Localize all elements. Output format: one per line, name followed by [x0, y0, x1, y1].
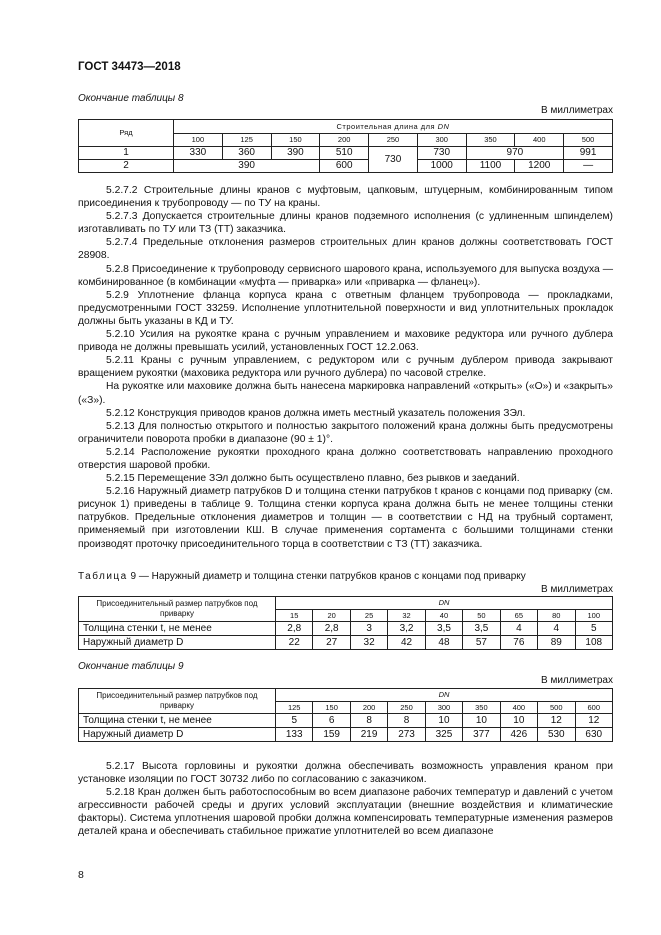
- paragraph: 5.2.8 Присоединение к трубопроводу сервисного шарового крана, используемого для выпуска воздуха — комбинированное (в комбинации «муфта — приварка» или «приварка — фланец»).: [78, 263, 613, 288]
- table-cell: 8: [350, 714, 387, 728]
- dn-cell: 150: [271, 134, 320, 147]
- table-cell: 3,2: [388, 622, 425, 636]
- table-row: [79, 147, 613, 160]
- table9-title-prefix: Таблица: [78, 571, 128, 582]
- table-cell: 530: [538, 728, 575, 742]
- table-cell: 5: [276, 714, 313, 728]
- head-label: Присоединительный размер патрубков под приварку: [79, 597, 276, 622]
- table-cell: 390: [174, 160, 320, 173]
- dn-group-header: DN: [276, 597, 613, 610]
- table-cell: 730: [369, 147, 418, 173]
- dn-cell: 25: [350, 610, 387, 622]
- table-cell: 5: [575, 622, 613, 636]
- table-cell: 42: [388, 636, 425, 650]
- table-row: [79, 160, 613, 173]
- table8-continuation: [78, 119, 613, 173]
- table9-title: [78, 571, 526, 582]
- table-row: [79, 622, 613, 636]
- table-cell: 48: [425, 636, 462, 650]
- table-cell: 22: [276, 636, 313, 650]
- row-label: Толщина стенки t, не менее: [79, 714, 276, 728]
- paragraph: 5.2.13 Для полностью открытого и полностью закрытого положений крана должны быть предусмотрены ограничители поворота пробки в диапазоне (90 ± 1)°.: [78, 420, 613, 445]
- dn-cell: 350: [463, 702, 500, 714]
- dn-cell: 300: [417, 134, 466, 147]
- table8-caption: Окончание таблицы 8: [78, 93, 184, 104]
- dn-cell: 250: [388, 702, 425, 714]
- table-cell: 57: [463, 636, 500, 650]
- table-cell: 730: [417, 147, 466, 160]
- body-text-block: [78, 184, 613, 551]
- paragraph: 5.2.10 Усилия на рукоятке крана с ручным управлением и маховике редуктора или ручного дублера привода не должны превышать усилий, установленных ГОСТ 12.2.063.: [78, 329, 613, 354]
- table-cell: 630: [575, 728, 613, 742]
- dn-cell: 500: [564, 134, 613, 147]
- table-cell: 325: [425, 728, 462, 742]
- dn-cell: 400: [500, 702, 537, 714]
- table9-cont-units: В миллиметрах: [541, 675, 613, 686]
- table8-units: В миллиметрах: [541, 105, 613, 116]
- dn-cell: 15: [276, 610, 313, 622]
- dn-cell: 20: [313, 610, 350, 622]
- table-cell: 273: [388, 728, 425, 742]
- table-cell: 1000: [417, 160, 466, 173]
- table9-continuation: [78, 688, 613, 742]
- table-cell: 10: [500, 714, 537, 728]
- dn-cell: 50: [463, 610, 500, 622]
- dn-cell: 250: [369, 134, 418, 147]
- paragraph: 5.2.7.2 Строительные длины кранов с муфтовым, цапковым, штуцерным, комбинированным типом присоединения к трубопроводу — по ТУ на краны.: [78, 185, 613, 210]
- paragraph: 5.2.9 Уплотнение фланца корпуса крана с ответным фланцем трубопровода — прокладками, предусмотренными ГОСТ 33259. Исполнение уплотнительной поверхности и вид уплотнительных прокладок должны быть указаны в КД и ТУ.: [78, 289, 613, 327]
- dn-cell: 350: [466, 134, 515, 147]
- paragraph: 5.2.18 Кран должен быть работоспособным во всем диапазоне рабочих температур и давлений с учетом агрессивности рабочей среды и других условий эксплуатации (внешние воздействия и климатические факторы). Система уплотнения шаровой пробки должна компенсировать температурные изменения размеров деталей крана и обеспечивать стабильное прижатие уплотнителей во всем диапазоне: [78, 787, 613, 838]
- row-label: 2: [79, 160, 174, 173]
- row-label: Толщина стенки t, не менее: [79, 622, 276, 636]
- paragraph: 5.2.17 Высота горловины и рукоятки должна обеспечивать возможность управления краном при установке изоляции по ГОСТ 30732 либо по согласованию с заказчиком.: [78, 761, 613, 786]
- paragraph: 5.2.14 Расположение рукоятки проходного крана должно соответствовать направлению проходного отверстия шаровой пробки.: [78, 446, 613, 471]
- dn-group-header: DN: [276, 689, 613, 702]
- page-number: 8: [78, 869, 84, 881]
- table-cell: 377: [463, 728, 500, 742]
- row-label-header: Ряд: [79, 120, 174, 147]
- table-cell: 970: [466, 147, 564, 160]
- table-cell: 4: [538, 622, 575, 636]
- dn-cell: 400: [515, 134, 564, 147]
- table9-units: В миллиметрах: [541, 584, 613, 595]
- table-cell: 6: [313, 714, 350, 728]
- dn-cell: 80: [538, 610, 575, 622]
- table-cell: 360: [222, 147, 271, 160]
- dn-cell: 125: [276, 702, 313, 714]
- paragraph: 5.2.11 Краны с ручным управлением, с редуктором или с ручным дублером привода закрывают вращением рукоятки (маховика редуктора или ручного дублера) по часовой стрелке.: [78, 355, 613, 380]
- table-cell: 2,8: [276, 622, 313, 636]
- table-cell: 390: [271, 147, 320, 160]
- body-text-block-2: [78, 760, 613, 839]
- table-cell: 10: [463, 714, 500, 728]
- table-cell: 2,8: [313, 622, 350, 636]
- dn-cell: 100: [575, 610, 613, 622]
- table-cell: 3,5: [425, 622, 462, 636]
- table-cell: 3: [350, 622, 387, 636]
- table-cell: 426: [500, 728, 537, 742]
- paragraph: 5.2.7.4 Предельные отклонения размеров строительных длин кранов должны соответствовать ГОСТ 28908.: [78, 237, 613, 262]
- table-cell: 219: [350, 728, 387, 742]
- group-header: Строительная длина для DN: [174, 120, 613, 134]
- table-cell: 76: [500, 636, 537, 650]
- paragraph: 5.2.12 Конструкция приводов кранов должна иметь местный указатель положения ЗЭл.: [106, 407, 526, 419]
- table-cell: 600: [320, 160, 369, 173]
- document-header: ГОСТ 34473—2018: [78, 61, 181, 73]
- paragraph: 5.2.7.3 Допускается строительные длины кранов подземного исполнения (с удлиненным шпинделем) изготавливать по ТУ или ТЗ (ТТ) заказчика.: [78, 211, 613, 236]
- table-cell: 8: [388, 714, 425, 728]
- dn-cell: 150: [313, 702, 350, 714]
- table-cell: 1200: [515, 160, 564, 173]
- paragraph: 5.2.16 Наружный диаметр патрубков D и толщина стенки патрубков t кранов с концами под приварку (см. рисунок 1) приведены в таблице 9. Толщина стенки корпуса крана должна быть не менее толщины стенки патрубков. Предельные отклонения диаметров и толщин — в соответствии с НД на трубный сортамент, применяемый при изготовлении КШ. В случае применения сортамента с большими толщинами стенки производят проточку присоединительного торца в соответствии с ТЗ (ТТ) заказчика.: [78, 486, 613, 550]
- table-cell: 159: [313, 728, 350, 742]
- dn-cell: 40: [425, 610, 462, 622]
- table-cell: 991: [564, 147, 613, 160]
- dn-cell: 200: [320, 134, 369, 147]
- table-cell: 3,5: [463, 622, 500, 636]
- table-cell: 330: [174, 147, 223, 160]
- head-label: Присоединительный размер патрубков под приварку: [79, 689, 276, 714]
- dn-cell: 125: [222, 134, 271, 147]
- table-cell: 108: [575, 636, 613, 650]
- table-cell: —: [564, 160, 613, 173]
- table-cell: 133: [276, 728, 313, 742]
- table-row: [79, 636, 613, 650]
- dn-cell: 100: [174, 134, 223, 147]
- table9-cont-caption: Окончание таблицы 9: [78, 661, 184, 672]
- paragraph: На рукоятке или маховике должна быть нанесена маркировка направлений «открыть» («О») и «закрыть» («З»).: [78, 381, 613, 406]
- dn-cell: 300: [425, 702, 462, 714]
- dn-cell: 600: [575, 702, 613, 714]
- table-cell: 12: [538, 714, 575, 728]
- table-cell: 1100: [466, 160, 515, 173]
- table-cell: 89: [538, 636, 575, 650]
- dn-cell: 32: [388, 610, 425, 622]
- row-label: 1: [79, 147, 174, 160]
- row-label: Наружный диаметр D: [79, 728, 276, 742]
- table9-title-text: 9 — Наружный диаметр и толщина стенки патрубков кранов с концами под приварку: [127, 571, 526, 582]
- dn-cell: 500: [538, 702, 575, 714]
- dn-cell: 200: [350, 702, 387, 714]
- table-row: [79, 714, 613, 728]
- table-cell: 12: [575, 714, 613, 728]
- row-label: Наружный диаметр D: [79, 636, 276, 650]
- table-cell: 27: [313, 636, 350, 650]
- paragraph: 5.2.15 Перемещение ЗЭл должно быть осуществлено плавно, без рывков и заеданий.: [106, 473, 520, 485]
- table-cell: 10: [425, 714, 462, 728]
- dn-cell: 65: [500, 610, 537, 622]
- table-row: [79, 728, 613, 742]
- table-cell: 4: [500, 622, 537, 636]
- table-cell: 32: [350, 636, 387, 650]
- table-cell: 510: [320, 147, 369, 160]
- table9: [78, 596, 613, 650]
